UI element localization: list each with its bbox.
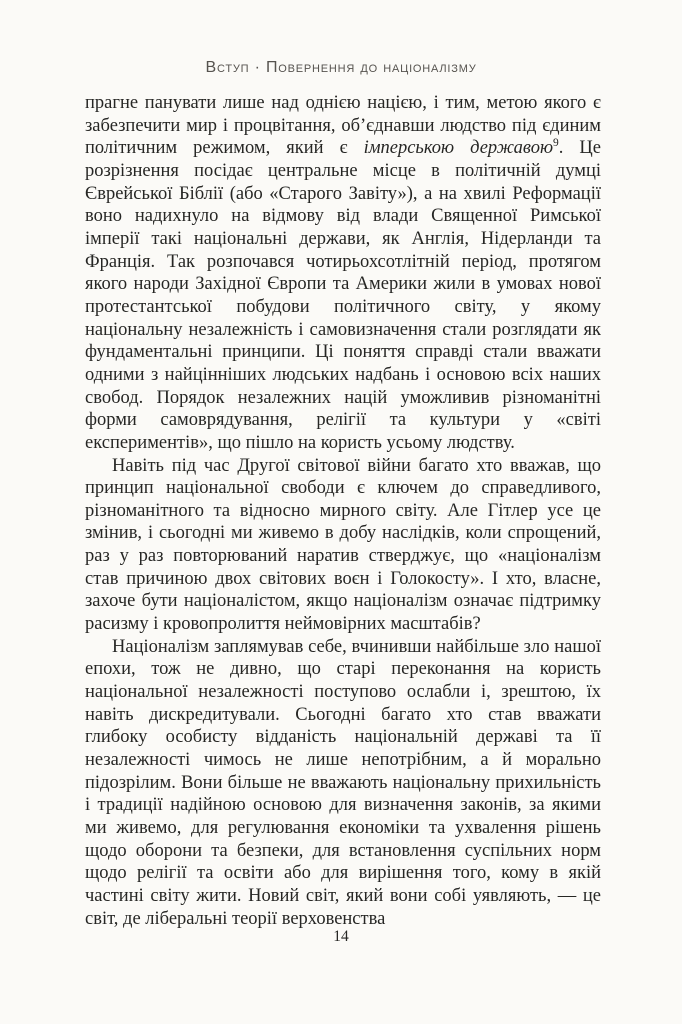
paragraph-1-text-end: . Це розрізнення посідає центральне місце в політичній думці Єврейської Біблії (або «Старого Завіту»), а на хвилі Реформації воно надихнуло на відмову від влади Священної Римської імперії такі національні держави, як Англія, Нідерланди та Франція. Так розпочався чотирьохсотлітній період, протягом якого народи Західної Європи та Америки жили в умовах нової протестантської побудови політичного світу, у якому національну незалежність і самовизначення стали розглядати як фундаментальні принципи. Ці поняття справді стали вважати одними з найцінніших людських надбань і основою всіх наших свобод. Порядок незалежних націй уможливив різноманітні форми самоврядування, релігії та культури у «світі експериментів», що пішло на користь усьому людству. [85,138,601,453]
page-number: 14 [333,928,349,945]
paragraph-1-italic-phrase: імперською державою [363,138,554,159]
chapter-title: Вступ · Повернення до націоналізму [205,59,477,76]
footnote-reference: 9 [553,137,559,150]
page-footer [0,928,682,946]
page-body [85,92,601,930]
paragraph-3: Націоналізм заплямував себе, вчинивши найбільше зло нашої епохи, тож не дивно, що старі переконання на користь національної незалежності поступово ослабли і, зрештою, їх навіть дискредитували. Сьогодні багато хто став вважати глибоку особисту відданість національній державі та її незалежності чимось не лише непотрібним, а й морально підозрілим. Вони більше не вважають національну прихильність і традиції надійною основою для визначення законів, за якими ми живемо, для регулювання економіки та ухвалення рішень щодо оборони та безпеки, для встановлення суспільних норм щодо релігії та освіти або для вирішення того, кому в якій частині світу жити. Новий світ, який вони собі уявляють, — це світ, де ліберальні теорії верховенства [85,636,601,929]
paragraph-1-text-start: прагне панувати лише над однією нацією, і тим, метою якого є забезпечити мир і процвітання, об’єднавши людство під єдиним політичним режимом, який є [85,93,601,159]
paragraph-1 [85,92,601,455]
running-header [0,59,682,77]
paragraph-2: Навіть під час Другої світової війни багато хто вважав, що принцип національної свободи є ключем до справедливого, різноманітного та відносно мирного світу. Але Гітлер усе це змінив, і сьогодні ми живемо в добу наслідків, коли спрощений, раз у раз повторюваний наратив стверджує, що «націоналізм став причиною двох світових воєн і Голокосту». І хто, власне, захоче бути націоналістом, якщо націоналізм означає підтримку расизму і кровопролиття неймовірних масштабів? [85,455,601,635]
